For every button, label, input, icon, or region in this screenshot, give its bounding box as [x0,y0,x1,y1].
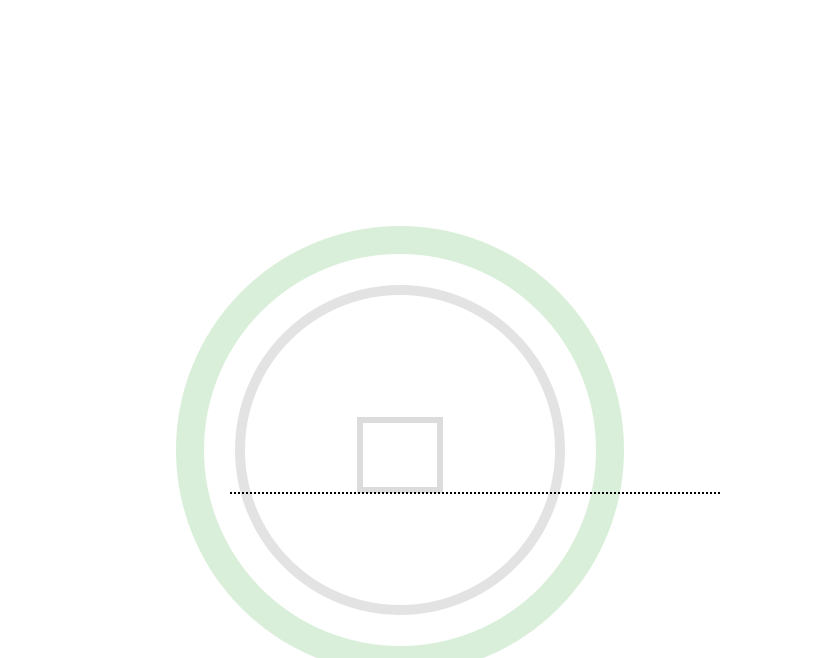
q1-item [698,248,720,263]
q1-item [698,464,720,479]
q1-item [698,320,720,335]
q1-item [698,440,720,455]
q1-item [698,416,720,431]
q1-item [698,272,720,287]
q1-item [698,392,720,407]
q1-item [698,344,720,359]
worksheet [80,60,720,658]
q1-item [698,368,720,383]
q1-item [698,296,720,311]
dotted-divider [230,492,720,494]
